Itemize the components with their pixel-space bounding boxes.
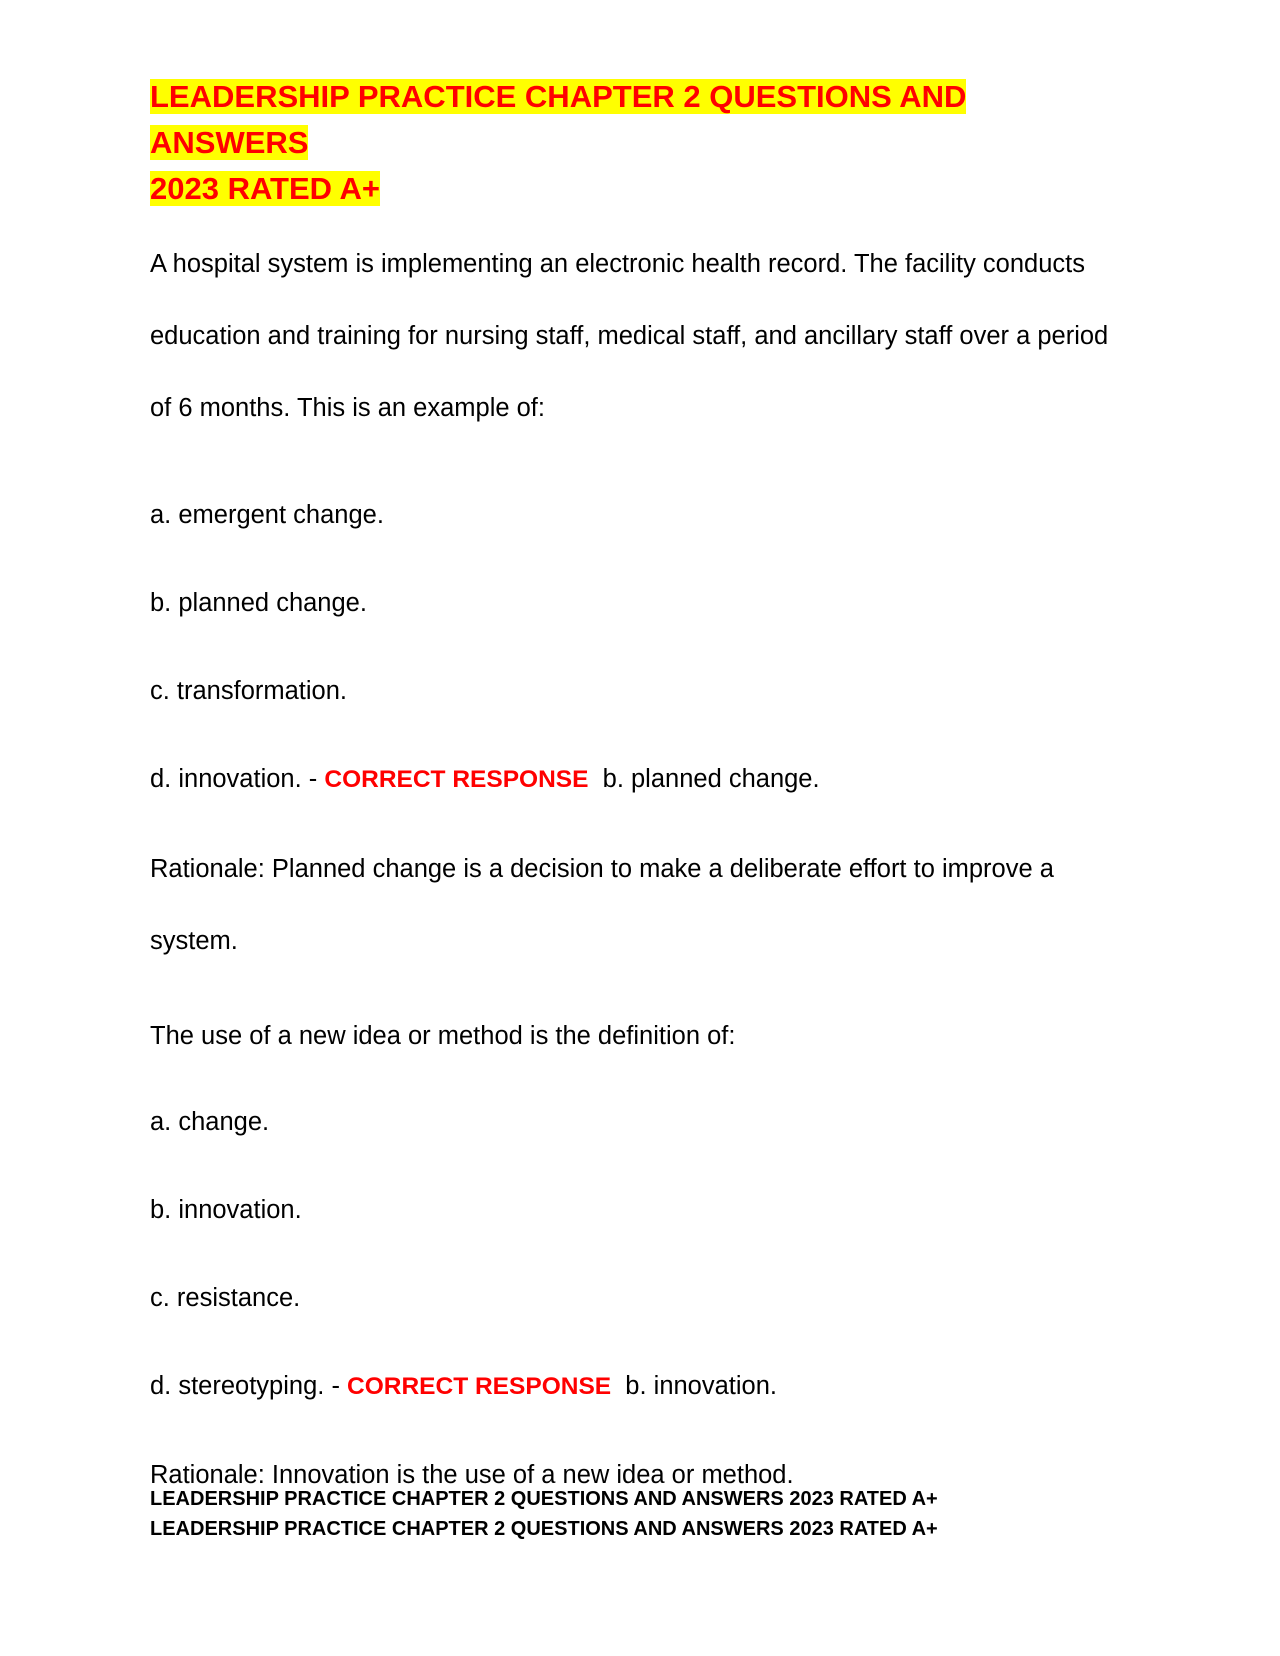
- title-line-1: LEADERSHIP PRACTICE CHAPTER 2 QUESTIONS AND ANSWERS: [150, 79, 967, 160]
- question-1-correct-label: CORRECT RESPONSE: [324, 766, 589, 793]
- document-title: [150, 74, 1120, 212]
- question-1-rationale: Rationale: Planned change is a decision to make a deliberate effort to improve a system.: [150, 855, 1054, 955]
- question-1-option-d-with-answer: [150, 764, 1120, 795]
- question-1-option-d: d. innovation. -: [150, 765, 318, 793]
- question-2: [150, 1021, 1120, 1490]
- question-1: [150, 228, 1120, 977]
- question-2-stem: The use of a new idea or method is the definition of:: [150, 1022, 736, 1050]
- question-2-option-c: c. resistance.: [150, 1284, 301, 1312]
- question-2-option-d-with-answer: [150, 1371, 1120, 1402]
- question-1-option-c: c. transformation.: [150, 677, 347, 705]
- title-line-2: 2023 RATED A+: [150, 171, 381, 206]
- document-body: [150, 74, 1120, 1490]
- question-2-rationale: Rationale: Innovation is the use of a new idea or method.: [150, 1461, 794, 1489]
- question-1-option-b: b. planned change.: [150, 589, 367, 617]
- question-2-option-d: d. stereotyping. -: [150, 1372, 340, 1400]
- footer-line-1: LEADERSHIP PRACTICE CHAPTER 2 QUESTIONS AND ANSWERS 2023 RATED A+: [150, 1488, 938, 1510]
- question-2-option-b: b. innovation.: [150, 1196, 302, 1224]
- page-footer: [150, 1484, 1150, 1544]
- question-1-option-a: a. emergent change.: [150, 501, 384, 529]
- question-2-correct-label: CORRECT RESPONSE: [347, 1373, 612, 1400]
- question-1-stem: A hospital system is implementing an electronic health record. The facility conducts education and training for nursing staff, medical staff, and ancillary staff over a period of 6 months. This is an example of:: [150, 250, 1109, 422]
- question-2-correct-answer: b. innovation.: [625, 1372, 777, 1400]
- question-1-correct-answer: b. planned change.: [602, 765, 820, 793]
- question-2-option-a: a. change.: [150, 1108, 270, 1136]
- footer-line-2: LEADERSHIP PRACTICE CHAPTER 2 QUESTIONS AND ANSWERS 2023 RATED A+: [150, 1518, 938, 1540]
